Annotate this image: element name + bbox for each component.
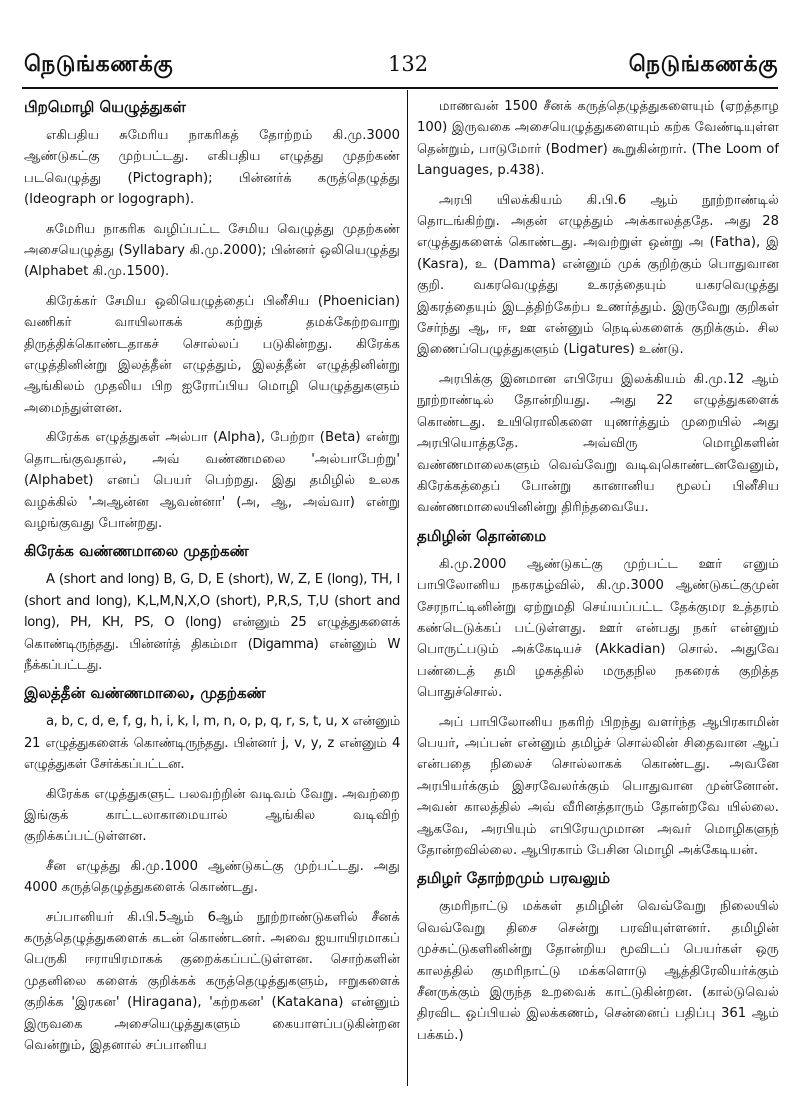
- paragraph: சப்பானியர் கி.பி.5ஆம் 6ஆம் நூற்றாண்டுகளில் சீனக் கருத்தெழுத்துகளைக் கடன் கொண்டனர். அவை ஐயாயிரமாகப் பெருகி ஈராயிரமாகக் குறைக்கப்பட்டுள்ளன. சொற்களின் முதனிலை களைக் குறிக்கக் கருத்தெழுத்துகளும், ஈறுகளைக் குறிக்க 'இரகன' (Hiragana), 'கற்றகன' (Katakana) என்னும் இருவகை அசையெழுத்துகளும் கையாளப்படுகின்றன வென்றும், இதனால் சப்பானிய: [24, 909, 400, 1054]
- paragraph: கி.மு.2000 ஆண்டுகட்கு முற்பட்ட ஊர் எனும் பாபிலோனிய நகரகழ்வில், கி.மு.3000 ஆண்டுகட்குமுன் சேரநாட்டினின்று ஏற்றுமதி செய்யப்பட்ட தேக்குமர உத்தரம் கண்டெடுக்கப் பட்டுள்ளது. ஊர் என்பது நகர் என்னும் பொருட்படும் அக்கேடியச் (Akkadian) சொல். அதுவே பண்டைத் தமி ழகத்தில் மருதநில நகரைக் குறித்த பொதுச்சொல்.: [417, 556, 779, 701]
- paragraph: சுமேரிய நாகரிக வழிப்பட்ட சேமிய வெழுத்து முதற்கண் அசையெழுத்து (Syllabary கி.மு.2000); பின்னர் ஒலியெழுத்து (Alphabet கி.மு.1500).: [24, 221, 400, 280]
- header-left-title: நெடுங்கணக்கு: [24, 52, 174, 77]
- paragraph: கிரேக்க எழுத்துகளுட் பலவற்றின் வடிவம் வேறு. அவற்றை இங்குக் காட்டலாகாமையால் ஆங்கில வடிவிற் குறிக்கப்பட்டுள்ளன.: [24, 786, 400, 845]
- paragraph: கிரேக்க எழுத்துகள் அல்பா (Alpha), பேற்றா (Beta) என்று தொடங்குவதால், அவ் வண்ணமலை 'அல்பாபேற்று' (Alphabet) எனப் பெயர் பெற்றது. இது தமிழில் உலக வழக்கில் 'அஆன்ன ஆவன்னா' (அ, ஆ, அவ்வா) என்று வழங்குவது போன்றது.: [24, 430, 400, 531]
- page-header: [0, 0, 800, 95]
- column-divider: [407, 90, 408, 1086]
- paragraph: அப் பாபிலோனிய நகரிற் பிறந்து வளர்ந்த ஆபிரகாமின் பெயர், அப்பன் என்னும் தமிழ்ச் சொல்லின் சிதைவான ஆப் என்பதை நிலைச் சொல்லாகக் கொண்டது. அவனே அரபியர்க்கும் இசரவேலர்க்கும் பொதுவான முன்னோன். அவன் காலத்தில் அவ் வீரினத்தாரும் தோன்றவே யில்லை. ஆகவே, அரபியும் எபிரேயமுமான அவர் மொழிகளுந் தோன்றவில்லை. ஆபிரகாம் பேசின மொழி அக்கேடியன்.: [417, 714, 779, 858]
- header-rule: [22, 87, 778, 89]
- paragraph: எகிபதிய சுமேரிய நாகரிகத் தோற்றம் கி.மு.3000 ஆண்டுகட்கு முற்பட்டது. எகிபதிய எழுத்து முதற்கண் படவெழுத்து (Pictograph); பின்னர்க் கருத்தெழுத்து (Ideograph or logograph).: [24, 128, 400, 208]
- right-column: [417, 96, 779, 1090]
- paragraph: குமரிநாட்டு மக்கள் தமிழின் வெவ்வேறு நிலையில் வெவ்வேறு திசை சென்று பரவியுள்ளனர். தமிழின் முச்சுட்டுகளினின்று தோன்றிய மூவிடப் பெயர்கள் ஒரு காலத்தில் குமரிநாட்டு மக்களொடு ஆத்திரேலியர்க்கும் சீனருக்கும் இருந்த உறவைக் காட்டுகின்றன. (கால்டுவெல் திரவிட ஒப்பியல் இலக்கணம், சென்னைப் பதிப்பு 361 ஆம் பக்கம்.): [417, 899, 779, 1043]
- page-number: 132: [388, 52, 429, 76]
- paragraph: அரபிக்கு இனமான எபிரேய இலக்கியம் கி.மு.12 ஆம் நூற்றாண்டில் தோன்றியது. அது 22 எழுத்துகளைக் கொண்டது. உயிரொலிகளை யுணர்த்தும் முறையில் அது அரபியொத்ததே. அவ்விரு மொழிகளின் வண்ணமாலைகளும் வெவ்வேறு வடிவுகொண்டனவேனும், கிரேக்கத்தைப் போன்று கானானிய மூலப் பினீசிய வண்ணமாலையினின்று திரிந்தவையே.: [417, 371, 779, 516]
- section-heading-tamil-origin-spread: தமிழர் தோற்றமும் பரவலும்: [417, 869, 611, 888]
- paragraph: a, b, c, d, e, f, g, h, i, k, l, m, n, o, p, q, r, s, t, u, x என்னும் 21 எழுத்துகளைக் கொண்டிருந்தது. பின்னர் j, v, y, z என்னும் 4 எழுத்துகள் சேர்க்கப்பட்டன.: [24, 714, 400, 773]
- section-heading-latin-alphabet: இலத்தீன் வண்ணமாலை, முதற்கண்: [24, 684, 266, 703]
- section-heading-foreign-scripts: பிறமொழி யெழுத்துகள்: [24, 98, 186, 116]
- header-right-title: நெடுங்கணக்கு: [628, 52, 778, 77]
- paragraph: மாணவன் 1500 சீனக் கருத்தெழுத்துகளையும் (ஏறத்தாழ 100) இருவகை அசையெழுத்துகளையும் கற்க வேண்டியுள்ள தென்றும், பாடுமோர் (Bodmer) கூறுகின்றார். (The Loom of Languages, p.438).: [417, 99, 779, 179]
- left-column: [24, 96, 400, 1090]
- paragraph: அரபி யிலக்கியம் கி.பி.6 ஆம் நூற்றாண்டில் தொடங்கிற்று. அதன் எழுத்தும் அக்காலத்ததே. அது 28 எழுத்துகளைக் கொண்டது. அவற்றுள் ஒன்று அ (Fatha), இ (Kasra), உ (Damma) என்னும் முக் குறிற்கும் பொதுவான குறி. வகரவெழுத்து உகரத்தையும் யகரவெழுத்து இகரத்தையும் இடத்திற்கேற்ப உணர்த்தும். இருவேறு குறிகள் சேர்ந்து ஆ, ஈ, ஊ என்னும் நெடில்களைக் குறிக்கும். சில இணைப்பெழுத்துகளும் (Ligatures) உண்டு.: [417, 192, 779, 358]
- paragraph: கிரேக்கர் சேமிய ஒலியெழுத்தைப் பினீசிய (Phoenician) வணிகர் வாயிலாகக் கற்றுத் தமக்கேற்றவாறு திருத்திக்கொண்டதாகச் சொல்லப் படுகின்றது. கிரேக்க எழுத்தினின்று இலத்தீன் எழுத்தும், இலத்தீன் எழுத்தினின்று ஆங்கிலம் முதலிய பிற ஐரோப்பிய மொழி யெழுத்துகளும் அமைந்துள்ளன.: [24, 293, 400, 416]
- section-heading-antiquity-of-tamil: தமிழின் தொன்மை: [417, 526, 547, 545]
- paragraph: A (short and long) B, G, D, E (short), W, Z, E (long), TH, I (short and long), K,L,M,N,X,O (short), P,R,S, T,U (short and long), PH, KH, PS, O (long) என்னும் 25 எழுத்துகளைக் கொண்டிருந்தது. பின்னர்த் திகம்மா (Digamma) என்னும் W நீக்கப்பட்டது.: [24, 572, 400, 673]
- section-heading-greek-alphabet: கிரேக்க வண்ணமாலை முதற்கண்: [24, 542, 249, 561]
- paragraph: சீன எழுத்து கி.மு.1000 ஆண்டுகட்கு முற்பட்டது. அது 4000 கருத்தெழுத்துகளைக் கொண்டது.: [24, 858, 400, 896]
